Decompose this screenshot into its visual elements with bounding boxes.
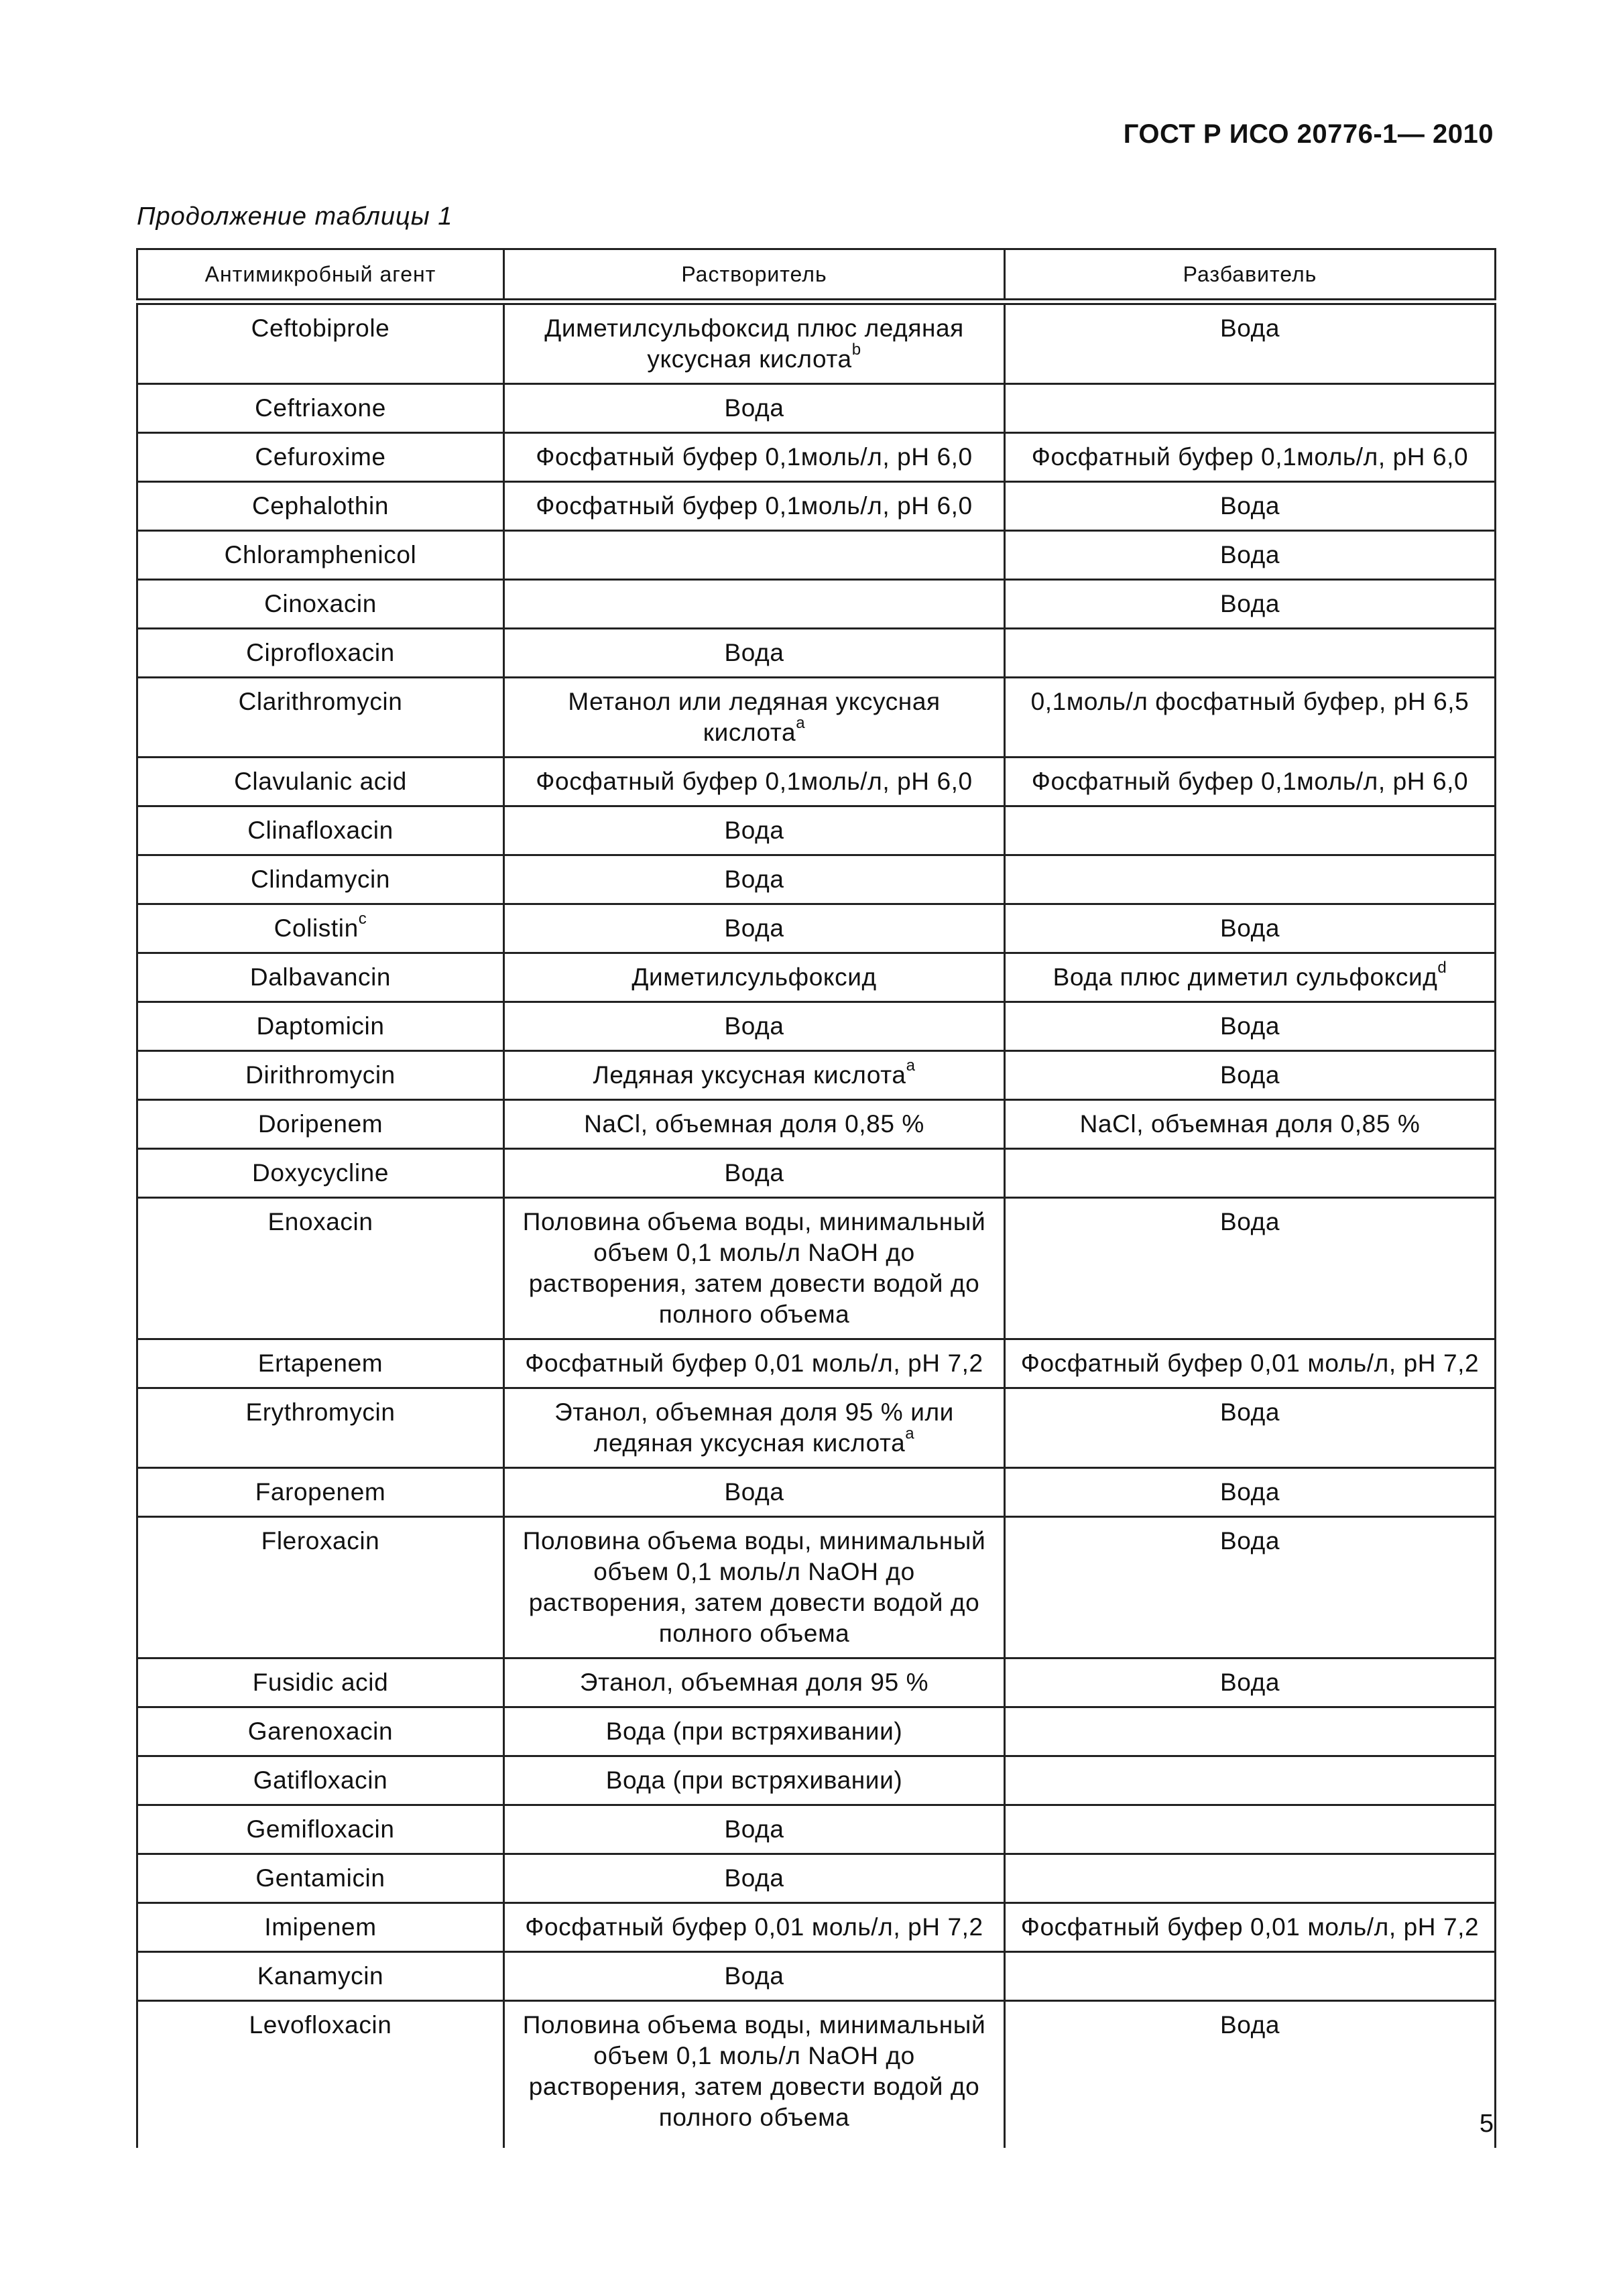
table-row (137, 1100, 1496, 1149)
cell-solvent-text: Вода (724, 865, 784, 893)
cell-solvent-text: Фосфатный буфер 0,1моль/л, pH 6,0 (536, 492, 973, 520)
cell-solvent-text: Метанол или ледяная уксусная кислота (568, 688, 941, 746)
cell-diluent-text: Фосфатный буфер 0,01 моль/л, pH 7,2 (1020, 1913, 1480, 1941)
cell-agent (137, 1952, 504, 2001)
table-row (137, 1756, 1496, 1805)
cell-solvent-text: Вода (724, 1962, 784, 1990)
cell-solvent-text: Вода (724, 817, 784, 844)
cell-solvent-text: Вода (724, 1815, 784, 1843)
cell-solvent (504, 1658, 1005, 1707)
cell-agent (137, 678, 504, 758)
cell-diluent (1005, 1100, 1496, 1149)
cell-agent (137, 855, 504, 904)
table-row (137, 1805, 1496, 1854)
cell-agent (137, 531, 504, 580)
cell-agent-text: Doripenem (257, 1110, 383, 1138)
cell-solvent (504, 1517, 1005, 1658)
cell-diluent (1005, 1707, 1496, 1756)
cell-solvent-text: Вода (724, 639, 784, 666)
cell-diluent (1005, 1805, 1496, 1854)
cell-agent (137, 1051, 504, 1100)
cell-agent-text: Faropenem (255, 1478, 386, 1506)
cell-agent (137, 1854, 504, 1903)
cell-solvent-text: Вода (724, 1864, 784, 1892)
cell-agent (137, 1149, 504, 1198)
cell-solvent (504, 1051, 1005, 1100)
table-row (137, 302, 1496, 384)
cell-diluent-text: Вода (1219, 1398, 1280, 1426)
table-row (137, 1707, 1496, 1756)
cell-diluent-text: Вода (1219, 2011, 1280, 2039)
cell-solvent (504, 384, 1005, 433)
cell-agent-text: Clarithromycin (238, 688, 403, 715)
cell-solvent-text: Вода (при встряхивании) (605, 1717, 903, 1745)
table-row (137, 758, 1496, 806)
table-row (137, 1388, 1496, 1468)
table-row (137, 1952, 1496, 2001)
cell-agent-text: Gatifloxacin (253, 1766, 388, 1794)
cell-solvent (504, 1903, 1005, 1952)
cell-diluent (1005, 1198, 1496, 1339)
column-header-solvent: Растворитель (504, 249, 1005, 302)
cell-solvent (504, 855, 1005, 904)
cell-diluent (1005, 433, 1496, 482)
cell-diluent (1005, 806, 1496, 855)
cell-solvent-text: Этанол, объемная доля 95 % (579, 1669, 929, 1696)
cell-diluent (1005, 1339, 1496, 1388)
cell-agent-text: Cephalothin (251, 492, 389, 520)
footnote-marker: d (1437, 958, 1447, 977)
cell-diluent (1005, 384, 1496, 433)
table-row (137, 1658, 1496, 1707)
table-row (137, 1198, 1496, 1339)
table-row (137, 855, 1496, 904)
cell-solvent (504, 1388, 1005, 1468)
cell-diluent (1005, 580, 1496, 629)
table-row (137, 1149, 1496, 1198)
cell-diluent (1005, 482, 1496, 531)
cell-diluent (1005, 531, 1496, 580)
cell-diluent-text: Фосфатный буфер 0,1моль/л, pH 6,0 (1031, 768, 1469, 795)
cell-diluent (1005, 1002, 1496, 1051)
cell-agent (137, 1339, 504, 1388)
cell-agent (137, 302, 504, 384)
cell-agent-text: Fleroxacin (261, 1527, 380, 1555)
cell-agent-text: Dalbavancin (249, 963, 392, 991)
cell-agent (137, 953, 504, 1002)
cell-agent-text: Erythromycin (245, 1398, 396, 1426)
cell-agent-text: Garenoxacin (247, 1717, 394, 1745)
cell-solvent-text: Фосфатный буфер 0,1моль/л, pH 6,0 (536, 443, 973, 471)
cell-solvent-text: Фосфатный буфер 0,1моль/л, pH 6,0 (536, 768, 973, 795)
cell-agent (137, 806, 504, 855)
cell-agent-text: Daptomicin (256, 1012, 385, 1040)
cell-diluent-text: Вода (1219, 492, 1280, 520)
cell-solvent (504, 758, 1005, 806)
cell-solvent (504, 1339, 1005, 1388)
table-row (137, 1468, 1496, 1517)
document-title: ГОСТ Р ИСО 20776-1— 2010 (1123, 119, 1494, 149)
footnote-marker: b (851, 340, 861, 359)
table-row (137, 953, 1496, 1002)
cell-agent-text: Dirithromycin (245, 1061, 396, 1089)
cell-diluent-text: Вода (1219, 1012, 1280, 1040)
cell-agent-text: Chloramphenicol (224, 541, 417, 568)
cell-agent-text: Ertapenem (257, 1349, 383, 1377)
cell-agent (137, 1517, 504, 1658)
cell-agent-text: Clindamycin (250, 865, 391, 893)
cell-diluent (1005, 855, 1496, 904)
cell-diluent (1005, 758, 1496, 806)
cell-solvent (504, 580, 1005, 629)
cell-solvent-text: NaCl, объемная доля 0,85 % (584, 1110, 924, 1138)
cell-solvent (504, 806, 1005, 855)
cell-diluent-text: NaCl, объемная доля 0,85 % (1079, 1110, 1421, 1138)
cell-diluent (1005, 302, 1496, 384)
cell-agent (137, 1198, 504, 1339)
footnote-marker: a (905, 1424, 915, 1443)
cell-agent (137, 384, 504, 433)
cell-diluent-text: Вода (1219, 1669, 1280, 1696)
cell-solvent (504, 629, 1005, 678)
table-row (137, 1903, 1496, 1952)
cell-agent-text: Fusidic acid (252, 1669, 389, 1696)
cell-diluent (1005, 629, 1496, 678)
cell-solvent (504, 482, 1005, 531)
cell-solvent-text: Вода (724, 1159, 784, 1187)
cell-solvent-text: Вода (724, 1012, 784, 1040)
cell-solvent-text: Половина объема воды, минимальный объем 0,1 моль/л NaOH до растворения, затем довести водой до полного объема (522, 1527, 986, 1647)
cell-diluent-text: Вода (1219, 1527, 1280, 1555)
cell-agent-text: Colistin (274, 914, 359, 942)
cell-diluent (1005, 1468, 1496, 1517)
cell-agent-text: Imipenem (264, 1913, 377, 1941)
cell-agent (137, 1805, 504, 1854)
table-row (137, 1339, 1496, 1388)
cell-solvent (504, 433, 1005, 482)
footnote-marker: a (796, 713, 806, 732)
table-row (137, 678, 1496, 758)
cell-solvent (504, 1149, 1005, 1198)
table-row (137, 384, 1496, 433)
cell-agent-text: Ciprofloxacin (246, 639, 395, 666)
cell-solvent (504, 1198, 1005, 1339)
cell-solvent (504, 953, 1005, 1002)
table-body (137, 302, 1496, 2148)
cell-solvent (504, 302, 1005, 384)
cell-diluent (1005, 1388, 1496, 1468)
cell-diluent (1005, 1149, 1496, 1198)
table-row (137, 580, 1496, 629)
cell-agent (137, 904, 504, 953)
cell-agent (137, 1756, 504, 1805)
table-row (137, 2001, 1496, 2149)
page-number: 5 (1479, 2110, 1494, 2138)
cell-agent (137, 1707, 504, 1756)
column-header-agent: Антимикробный агент (137, 249, 504, 302)
cell-solvent (504, 2001, 1005, 2149)
cell-agent-text: Cinoxacin (264, 590, 377, 617)
cell-agent-text: Ceftriaxone (255, 394, 386, 422)
cell-diluent-text: Вода плюс диметил сульфоксид (1053, 963, 1438, 991)
footnote-marker: c (358, 909, 367, 928)
cell-solvent-text: Вода (724, 1478, 784, 1506)
cell-diluent-text: Фосфатный буфер 0,01 моль/л, pH 7,2 (1020, 1349, 1480, 1377)
cell-solvent (504, 1952, 1005, 2001)
cell-agent (137, 758, 504, 806)
cell-solvent-text: Диметилсульфоксид плюс ледяная уксусная кислота (544, 314, 964, 373)
cell-diluent (1005, 1658, 1496, 1707)
cell-agent (137, 433, 504, 482)
cell-solvent-text: Фосфатный буфер 0,01 моль/л, pH 7,2 (525, 1349, 983, 1377)
antimicrobial-table (136, 248, 1496, 2148)
table-row (137, 1051, 1496, 1100)
cell-agent (137, 1002, 504, 1051)
cell-solvent-text: Половина объема воды, минимальный объем 0,1 моль/л NaOH до растворения, затем довести водой до полного объема (522, 1208, 986, 1328)
cell-agent-text: Doxycycline (252, 1159, 389, 1187)
cell-agent-text: Cefuroxime (255, 443, 386, 471)
cell-solvent-text: Диметилсульфоксид (632, 963, 877, 991)
cell-agent (137, 1903, 504, 1952)
cell-diluent-text: Вода (1219, 1208, 1280, 1235)
footnote-marker: a (906, 1056, 916, 1075)
cell-diluent (1005, 678, 1496, 758)
cell-agent-text: Clinafloxacin (247, 817, 394, 844)
table-row (137, 629, 1496, 678)
cell-solvent-text: Вода (724, 394, 784, 422)
cell-solvent (504, 1805, 1005, 1854)
cell-diluent-text: Вода (1219, 541, 1280, 568)
cell-agent (137, 629, 504, 678)
cell-agent-text: Kanamycin (257, 1962, 384, 1990)
cell-solvent-text: Вода (при встряхивании) (605, 1766, 903, 1794)
cell-diluent (1005, 1517, 1496, 1658)
cell-solvent-text: Фосфатный буфер 0,01 моль/л, pH 7,2 (525, 1913, 983, 1941)
table-row (137, 1002, 1496, 1051)
cell-solvent-text: Вода (724, 914, 784, 942)
cell-agent (137, 1658, 504, 1707)
table-row (137, 904, 1496, 953)
table-row (137, 806, 1496, 855)
cell-agent-text: Gentamicin (255, 1864, 385, 1892)
cell-solvent (504, 1100, 1005, 1149)
cell-agent (137, 1468, 504, 1517)
cell-diluent-text: Фосфатный буфер 0,1моль/л, pH 6,0 (1031, 443, 1469, 471)
cell-diluent (1005, 904, 1496, 953)
cell-diluent (1005, 953, 1496, 1002)
table-caption: Продолжение таблицы 1 (137, 202, 453, 231)
cell-diluent (1005, 1756, 1496, 1805)
cell-solvent (504, 1468, 1005, 1517)
cell-diluent-text: Вода (1219, 590, 1280, 617)
cell-agent (137, 580, 504, 629)
cell-diluent-text: 0,1моль/л фосфатный буфер, pH 6,5 (1030, 688, 1469, 715)
cell-agent-text: Clavulanic acid (234, 768, 407, 795)
cell-diluent-text: Вода (1219, 314, 1280, 342)
cell-solvent (504, 1002, 1005, 1051)
cell-solvent (504, 1707, 1005, 1756)
cell-agent-text: Levofloxacin (249, 2011, 392, 2039)
cell-diluent (1005, 1051, 1496, 1100)
cell-agent (137, 482, 504, 531)
cell-solvent-text: Этанол, объемная доля 95 % или ледяная уксусная кислота (554, 1398, 954, 1457)
cell-agent-text: Gemifloxacin (246, 1815, 395, 1843)
table-row (137, 433, 1496, 482)
cell-diluent (1005, 1952, 1496, 2001)
cell-diluent (1005, 1854, 1496, 1903)
table-row (137, 531, 1496, 580)
table-row (137, 482, 1496, 531)
cell-solvent-text: Ледяная уксусная кислота (593, 1061, 906, 1089)
cell-diluent-text: Вода (1219, 914, 1280, 942)
cell-agent (137, 1388, 504, 1468)
cell-solvent (504, 531, 1005, 580)
cell-solvent (504, 678, 1005, 758)
cell-diluent (1005, 1903, 1496, 1952)
cell-agent-text: Enoxacin (267, 1208, 373, 1235)
table-row (137, 1854, 1496, 1903)
cell-agent (137, 1100, 504, 1149)
cell-solvent (504, 904, 1005, 953)
cell-solvent-text: Половина объема воды, минимальный объем 0,1 моль/л NaOH до растворения, затем довести водой до полного объема (522, 2011, 986, 2131)
cell-diluent (1005, 2001, 1496, 2149)
table-header-row (137, 249, 1496, 302)
cell-diluent-text: Вода (1219, 1478, 1280, 1506)
table-row (137, 1517, 1496, 1658)
cell-solvent (504, 1756, 1005, 1805)
column-header-diluent: Разбавитель (1005, 249, 1496, 302)
cell-agent-text: Ceftobiprole (251, 314, 390, 342)
cell-agent (137, 2001, 504, 2149)
cell-solvent (504, 1854, 1005, 1903)
cell-diluent-text: Вода (1219, 1061, 1280, 1089)
